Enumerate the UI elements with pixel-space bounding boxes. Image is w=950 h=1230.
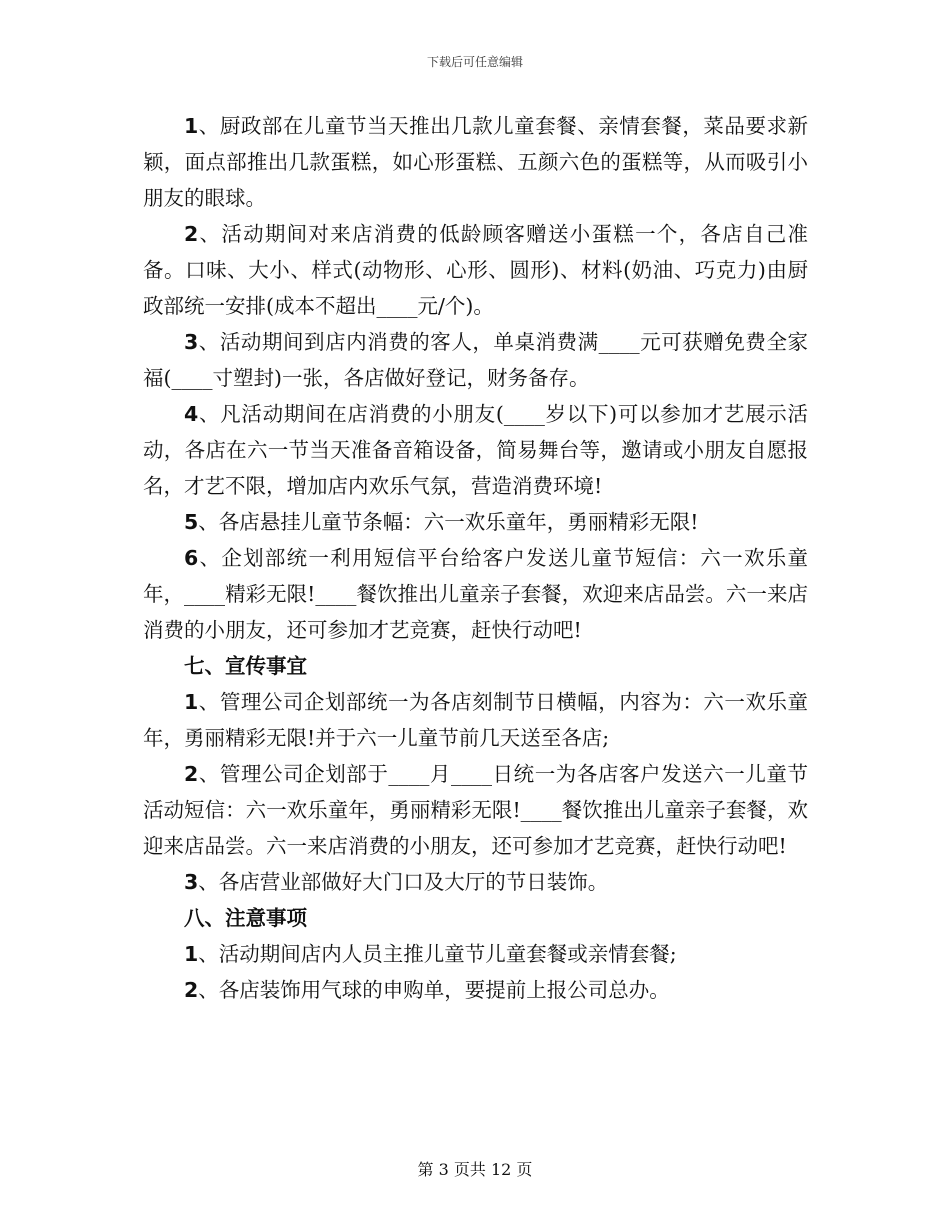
paragraph-item [143, 108, 808, 216]
item-number: 3 [184, 330, 199, 354]
item-number: 5 [184, 510, 199, 534]
paragraph-item [143, 396, 808, 504]
item-number: 2 [184, 222, 199, 246]
item-text: 、凡活动期间在店消费的小朋友(____岁以下)可以参加才艺展示活动，各店在六一节当天准备音箱设备，简易舞台等，邀请或小朋友自愿报名，才艺不限，增加店内欢乐气氛，营造消费环境! [143, 402, 808, 498]
section-heading-publicity: 七、宣传事宜 [184, 654, 307, 678]
item-number: 3 [184, 870, 199, 894]
paragraph-item [143, 504, 808, 540]
item-number: 1 [184, 942, 199, 966]
paragraph-item [143, 972, 808, 1008]
item-text: 、活动期间店内人员主推儿童节儿童套餐或亲情套餐; [198, 942, 677, 966]
page-header-note: 下载后可任意编辑 [426, 55, 523, 69]
item-number: 6 [184, 546, 199, 570]
paragraph-item [143, 684, 808, 756]
item-number: 1 [184, 690, 199, 714]
item-text: 、厨政部在儿童节当天推出几款儿童套餐、亲情套餐，菜品要求新颖，面点部推出几款蛋糕，如心形蛋糕、五颜六色的蛋糕等，从而吸引小朋友的眼球。 [143, 114, 808, 210]
paragraph-item [143, 936, 808, 972]
item-text: 、活动期间对来店消费的低龄顾客赠送小蛋糕一个，各店自己准备。口味、大小、样式(动物形、心形、圆形)、材料(奶油、巧克力)由厨政部统一安排(成本不超出____元/个)。 [143, 222, 808, 318]
paragraph-item [143, 216, 808, 324]
paragraph-item [143, 324, 808, 396]
page-number-footer: 第 3 页共 12 页 [417, 1160, 533, 1179]
item-text: 、活动期间到店内消费的客人，单桌消费满____元可获赠免费全家福(____寸塑封)一张，各店做好登记，财务备存。 [143, 330, 808, 390]
item-text: 、各店装饰用气球的申购单，要提前上报公司总办。 [198, 978, 670, 1002]
item-number: 1 [184, 114, 199, 138]
item-number: 2 [184, 978, 199, 1002]
item-number: 4 [184, 402, 199, 426]
paragraph-item [143, 864, 808, 900]
item-text: 、各店营业部做好大门口及大厅的节日装饰。 [198, 870, 609, 894]
section-heading-notes: 八、注意事项 [184, 906, 307, 930]
paragraph-item [143, 756, 808, 864]
item-text: 、企划部统一利用短信平台给客户发送儿童节短信：六一欢乐童年，____精彩无限!____餐饮推出儿童亲子套餐，欢迎来店品尝。六一来店消费的小朋友，还可参加才艺竞赛，赶快行动吧! [143, 546, 808, 642]
document-body [143, 108, 808, 1008]
paragraph-item [143, 540, 808, 648]
item-text: 、各店悬挂儿童节条幅：六一欢乐童年，勇丽精彩无限! [198, 510, 699, 534]
item-text: 、管理公司企划部于____月____日统一为各店客户发送六一儿童节活动短信：六一欢乐童年，勇丽精彩无限!____餐饮推出儿童亲子套餐，欢迎来店品尝。六一来店消费的小朋友，还可参加才艺竞赛，赶快行动吧! [143, 762, 808, 858]
item-number: 2 [184, 762, 199, 786]
item-text: 、管理公司企划部统一为各店刻制节日横幅，内容为：六一欢乐童年，勇丽精彩无限!并于六一儿童节前几天送至各店; [143, 690, 808, 750]
